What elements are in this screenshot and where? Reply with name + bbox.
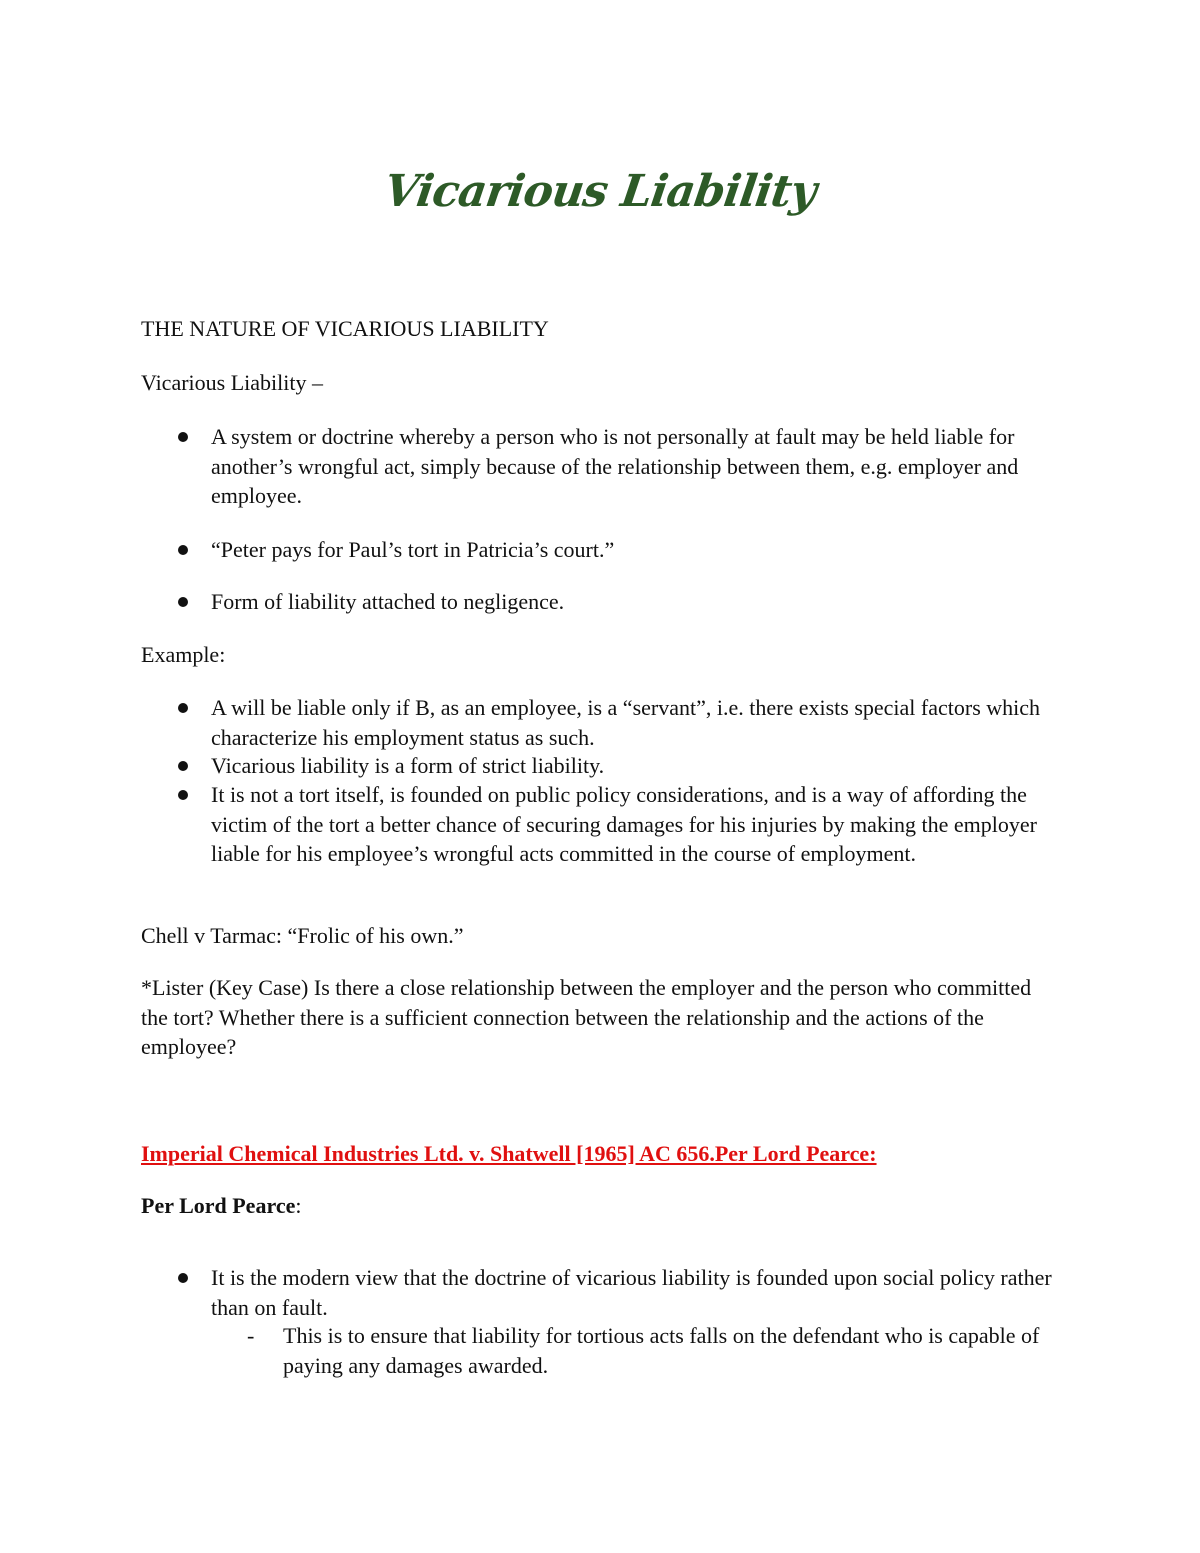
lister-case: *Lister (Key Case) Is there a close relationship between the employer and the person who committed the tort? Whether there is a sufficient connection between the relationship and the actions of the employee? [141,975,1032,1059]
list-item-text: It is not a tort itself, is founded on public policy considerations, and is a way of affording the victim of the tort a better chance of securing damages for his injuries by making the employer liable for his employee’s wrongful acts committed in the course of employment. [211,782,1037,866]
per-lord-pearce-label [141,1191,301,1221]
per-lord-pearce-text: Per Lord Pearce [141,1193,296,1218]
bullet-icon [178,432,188,442]
bullet-icon [178,790,188,800]
list-item-text: “Peter pays for Paul’s tort in Patricia’s court.” [211,537,615,562]
per-lord-pearce-colon: : [295,1193,302,1218]
list-item-text: Form of liability attached to negligence. [211,589,565,614]
list-item-text: Vicarious liability is a form of strict liability. [211,753,605,778]
bullet-icon [178,597,188,607]
list-item-text: It is the modern view that the doctrine of vicarious liability is founded upon social policy rather than on fault. [211,1265,1052,1320]
chell-case: Chell v Tarmac: “Frolic of his own.” [141,923,464,948]
example-label: Example: [141,642,226,667]
dash-icon: - [247,1323,255,1348]
list-item-text: A system or doctrine whereby a person who is not personally at fault may be held liable for another’s wrongful act, simply because of the relationship between them, e.g. employer and employee. [211,424,1019,508]
bullet-icon [178,703,188,713]
document-title: Vicarious Liability [381,166,819,217]
list-item-text: A will be liable only if B, as an employee, is a “servant”, i.e. there exists special factors which characterize his employment status as such. [211,695,1041,750]
section-heading: THE NATURE OF VICARIOUS LIABILITY [141,316,549,341]
sub-list-item-text: This is to ensure that liability for tortious acts falls on the defendant who is capable of paying any damages awarded. [283,1323,1040,1378]
bullet-icon [178,1273,188,1283]
definition-label: Vicarious Liability – [141,370,323,395]
bullet-icon [178,545,188,555]
bullet-icon [178,761,188,771]
case-heading: Imperial Chemical Industries Ltd. v. Shatwell [1965] AC 656.Per Lord Pearce: [141,1141,877,1166]
